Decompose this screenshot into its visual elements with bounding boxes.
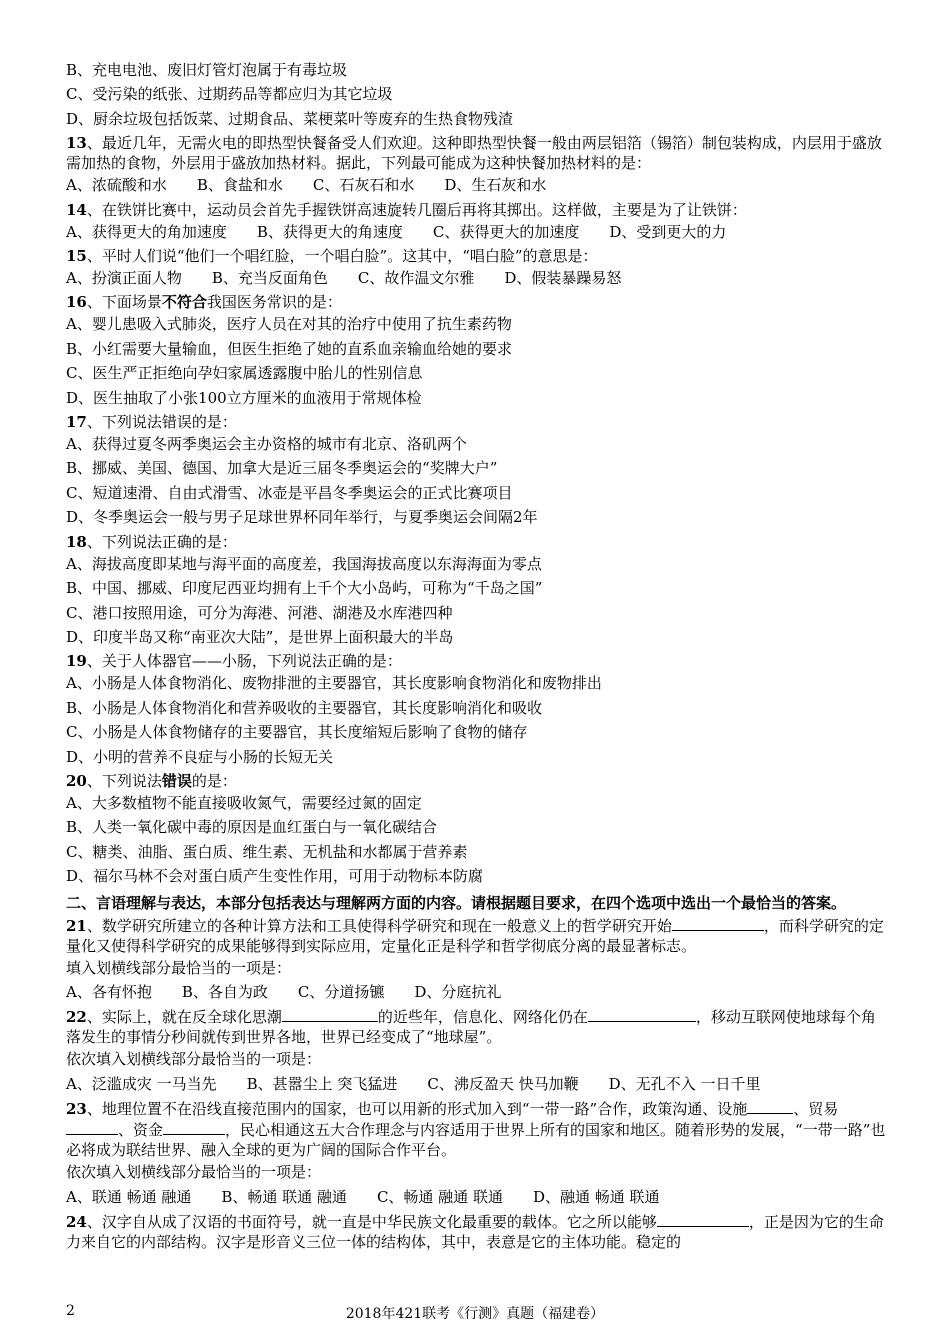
question-text: 、平时人们说“他们一个唱红脸，一个唱白脸”。这其中，“唱白脸”的意思是：	[86, 247, 598, 266]
question-text: 、关于人体器官——小肠，下列说法正确的是：	[86, 652, 402, 671]
question-number: 16	[66, 293, 87, 312]
option-c: C、获得更大的加速度	[432, 222, 580, 241]
option-c-prev: C、受污染的纸张、过期药品等都应归为其它垃圾	[66, 85, 393, 104]
option-c: C、港口按照用途，可分为海港、河港、湖港及水库港四种	[66, 603, 453, 622]
question-23	[66, 1098, 886, 1160]
option-c: C、短道速滑、自由式滑雪、冰壶是平昌冬季奥运会的正式比赛项目	[66, 483, 513, 502]
options-14	[66, 220, 886, 244]
question-prompt: 依次填入划横线部分最恰当的一项是：	[66, 1050, 322, 1069]
option-c: C、故作温文尔雅	[357, 269, 475, 288]
question-text-cont: ，而科学研究的定量化又使得科学研究的成果能够得到实际应用，定量化正是科学和哲学彻底分离的最显著标志。	[66, 916, 884, 955]
question-text: 、下列说法正确的是：	[86, 532, 237, 551]
question-number: 17	[66, 413, 87, 432]
option-b: B、充当反面角色	[211, 269, 328, 288]
option-b: B、小肠是人体食物消化和营养吸收的主要器官，其长度影响消化和吸收	[66, 698, 543, 717]
page-content	[66, 58, 886, 1252]
question-number: 21	[66, 916, 87, 935]
answer-blank	[282, 1006, 378, 1022]
option-d: D、生石灰和水	[444, 176, 547, 195]
option-c: C、分道扬镳	[297, 982, 385, 1001]
option-a: A、海拔高度即某地与海平面的高度差，我国海拔高度以东海海面为零点	[66, 554, 542, 573]
option-d-prev: D、厨余垃圾包括饭菜、过期食品、菜梗菜叶等废弃的生热食物残渣	[66, 109, 514, 128]
emphasis-text: 错误	[161, 771, 192, 790]
answer-blank	[163, 1119, 225, 1135]
page-number: 2	[66, 1303, 75, 1319]
question-17	[66, 412, 886, 432]
answer-blank	[657, 1211, 749, 1227]
option-a: A、大多数植物不能直接吸收氮气，需要经过氮的固定	[66, 793, 422, 812]
question-number: 13	[66, 134, 87, 153]
answer-blank	[66, 1119, 118, 1135]
question-prompt: 填入划横线部分最恰当的一项是：	[66, 958, 292, 977]
question-text: 、数学研究所建立的各种计算方法和工具使得科学研究和现在一般意义上的哲学研究开始	[86, 916, 672, 935]
question-number: 15	[66, 247, 87, 266]
options-13	[66, 173, 886, 197]
option-d: D、分庭抗礼	[414, 982, 502, 1001]
question-18	[66, 532, 886, 552]
option-b: B、畅通 联通 融通	[221, 1187, 347, 1206]
option-d: D、小明的营养不良症与小肠的长短无关	[66, 747, 334, 766]
option-d: D、冬季奥运会一般与男子足球世界杯同年举行，与夏季奥运会间隔2年	[66, 508, 538, 527]
option-a: A、浓硫酸和水	[66, 176, 167, 195]
options-15	[66, 266, 886, 290]
option-d: D、假装暴躁易怒	[504, 269, 622, 288]
question-text-cont: 的近些年，信息化、网络化仍在	[377, 1008, 588, 1027]
option-b: B、人类一氧化碳中毒的原因是血红蛋白与一氧化碳结合	[66, 818, 438, 837]
answer-blank	[747, 1098, 793, 1114]
question-text: 、下面场景	[86, 293, 162, 312]
options-22	[66, 1072, 886, 1096]
option-b: B、食盐和水	[196, 176, 283, 195]
option-b: B、中国、挪威、印度尼西亚均拥有上千个大小岛屿，可称为“千岛之国”	[66, 579, 543, 598]
option-a: A、联通 畅通 融通	[66, 1187, 192, 1206]
question-15	[66, 246, 886, 266]
question-text-end: ，民心相通这五大合作理念与内容适用于世界上所有的国家和地区。随着形势的发展，“一带一路”也必将成为联结世界、融入全球的更为广阔的国际合作平台。	[66, 1121, 886, 1160]
option-b: B、小红需要大量输血，但医生拒绝了她的直系血亲输血给她的要求	[66, 339, 513, 358]
option-a: A、各有怀抱	[66, 982, 152, 1001]
option-b-prev: B、充电电池、废旧灯管灯泡属于有毒垃圾	[66, 61, 348, 79]
question-14	[66, 200, 886, 220]
option-c: C、畅通 融通 联通	[376, 1187, 503, 1206]
options-21	[66, 980, 886, 1004]
question-16	[66, 292, 886, 312]
question-text: 、实际上，就在反全球化思潮	[86, 1008, 282, 1027]
option-c: C、医生严正拒绝向孕妇家属透露腹中胎儿的性别信息	[66, 364, 423, 383]
question-text: 、在铁饼比赛中，运动员会首先手握铁饼高速旋转几圈后再将其掷出。这样做，主要是为了让铁饼：	[86, 200, 747, 219]
question-text-end: ，移动互联网使地球每个角落发生的事情分秒间就传到世界各地，世界已经变成了“地球屋”。	[66, 1008, 876, 1047]
question-19	[66, 651, 886, 671]
option-a: A、获得更大的角加速度	[66, 222, 227, 241]
question-text-cont: 、贸易	[793, 1100, 839, 1119]
question-text-end: 我国医务常识的是：	[206, 293, 342, 312]
question-text: 、下列说法错误的是：	[86, 413, 237, 432]
answer-blank	[672, 915, 764, 931]
question-text: 、下列说法	[86, 771, 162, 790]
option-d: D、医生抽取了小张100立方厘米的血液用于常规体检	[66, 388, 422, 407]
option-a: A、获得过夏冬两季奥运会主办资格的城市有北京、洛矶两个	[66, 435, 467, 454]
option-c: C、糖类、油脂、蛋白质、维生素、无机盐和水都属于营养素	[66, 842, 468, 861]
footer-title: 2018年421联考《行测》真题（福建卷）	[345, 1306, 605, 1322]
question-20	[66, 771, 886, 791]
emphasis-text: 不符合	[161, 293, 207, 312]
option-a: A、泛滥成灾 一马当先	[66, 1074, 217, 1093]
option-d: D、无孔不入 一日千里	[608, 1074, 761, 1093]
question-number: 22	[66, 1008, 87, 1027]
question-text: 、最近几年，无需火电的即热型快餐备受人们欢迎。这种即热型快餐一般由两层铝箔（锡箔）制包装构成，内层用于盛放需加热的食物，外层用于盛放加热材料。据此，下列最可能成为这种快餐加热材料的是：	[66, 134, 882, 173]
option-c: C、石灰石和水	[312, 176, 415, 195]
option-b: B、各自为政	[181, 982, 268, 1001]
option-b: B、甚嚣尘上 突飞猛进	[246, 1074, 398, 1093]
option-c: C、沸反盈天 快马加鞭	[427, 1074, 579, 1093]
option-a: A、扮演正面人物	[66, 269, 182, 288]
question-text-cont-2: 、资金	[118, 1121, 164, 1140]
option-a: A、婴儿患吸入式肺炎，医疗人员在对其的治疗中使用了抗生素药物	[66, 315, 512, 334]
question-number: 19	[66, 652, 87, 671]
question-number: 18	[66, 532, 87, 551]
question-text-cont: ，正是因为它的生命力来自它的内部结构。汉字是形音义三位一体的结构体，其中，表意是它的主体功能。稳定的	[66, 1213, 884, 1251]
answer-blank	[588, 1006, 696, 1022]
question-number: 24	[66, 1213, 87, 1231]
option-c: C、小肠是人体食物储存的主要器官，其长度缩短后影响了食物的储存	[66, 723, 528, 742]
question-text-end: 的是：	[191, 771, 237, 790]
option-b: B、获得更大的角速度	[256, 222, 403, 241]
question-text: 、地理位置不在沿线直接范围内的国家，也可以用新的形式加入到“一带一路”合作，政策沟通、设施	[86, 1100, 748, 1119]
options-23	[66, 1185, 886, 1209]
question-13	[66, 133, 886, 173]
option-b: B、挪威、美国、德国、加拿大是近三届冬季奥运会的“奖牌大户”	[66, 459, 498, 478]
question-number: 23	[66, 1100, 87, 1119]
question-number: 20	[66, 771, 87, 790]
option-a: A、小肠是人体食物消化、废物排泄的主要器官，其长度影响食物消化和废物排出	[66, 674, 602, 693]
question-text: 、汉字自从成了汉语的书面符号，就一直是中华民族文化最重要的载体。它之所以能够	[86, 1213, 657, 1231]
option-d: D、受到更大的力	[609, 222, 727, 241]
option-d: D、融通 畅通 联通	[532, 1187, 660, 1206]
question-21	[66, 915, 886, 956]
question-22	[66, 1006, 886, 1047]
option-d: D、福尔马林不会对蛋白质产生变性作用，可用于动物标本防腐	[66, 867, 484, 886]
section-heading: 二、言语理解与表达，本部分包括表达与理解两方面的内容。请根据题目要求，在四个选项中选出一个最恰当的答案。	[66, 893, 847, 912]
question-number: 14	[66, 200, 87, 219]
question-24	[66, 1211, 886, 1252]
option-d: D、印度半岛又称“南亚次大陆”，是世界上面积最大的半岛	[66, 627, 454, 646]
question-prompt: 依次填入划横线部分最恰当的一项是：	[66, 1163, 322, 1182]
